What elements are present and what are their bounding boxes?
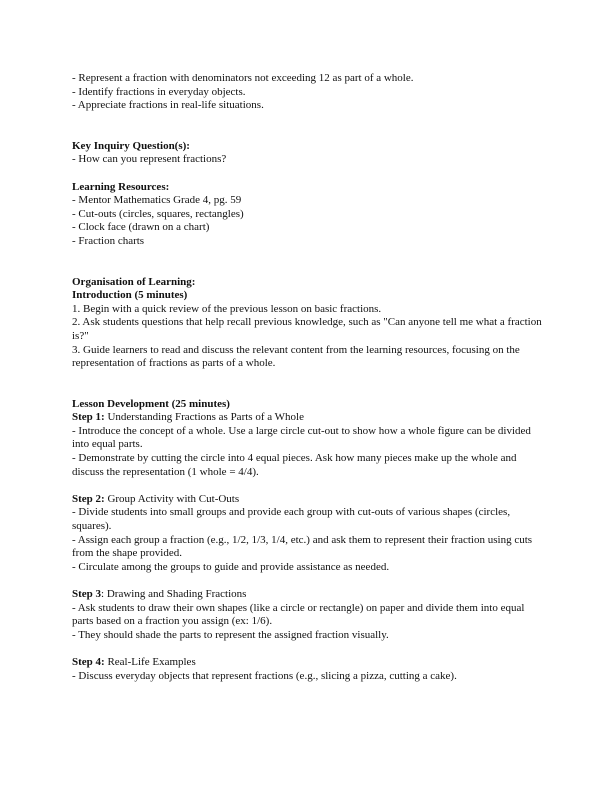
- resource-item: - Fraction charts: [72, 234, 145, 247]
- step-item: - Assign each group a fraction (e.g., 1/2, 1/3, 1/4, etc.) and ask them to represent their fraction using cuts from the shape provided.: [72, 533, 533, 560]
- intro-item: 2. Ask students questions that help recall previous knowledge, such as "Can anyone tell me what a fraction is?": [72, 316, 542, 342]
- objective-item: - Identify fractions in everyday objects.: [72, 85, 246, 98]
- organisation-section: [72, 276, 542, 371]
- step-item: - Discuss everyday objects that represent fractions (e.g., slicing a pizza, cutting a cake).: [72, 669, 457, 682]
- objectives-list: [72, 72, 542, 113]
- step-item: - Circulate among the groups to guide and provide assistance as needed.: [72, 560, 390, 573]
- step-item: - Demonstrate by cutting the circle into 4 equal pieces. Ask how many pieces make up the whole and discuss the representation (1 whole = 4/4).: [72, 452, 517, 478]
- step-1: [72, 411, 542, 479]
- key-inquiry-item: - How can you represent fractions?: [72, 153, 227, 166]
- key-inquiry-heading: Key Inquiry Question(s):: [72, 139, 190, 152]
- resource-item: - Cut-outs (circles, squares, rectangles): [72, 207, 244, 220]
- step-item: - Introduce the concept of a whole. Use a large circle cut-out to show how a whole figure can be divided into equal parts.: [72, 424, 531, 451]
- step-item: - Divide students into small groups and provide each group with cut-outs of various shapes (circles, squares).: [72, 506, 511, 533]
- resources-section: [72, 181, 542, 249]
- lesson-development-section: [72, 398, 542, 683]
- step-4: [72, 656, 542, 683]
- key-inquiry-section: [72, 140, 542, 167]
- objective-item: - Represent a fraction with denominators not exceeding 12 as part of a whole.: [72, 72, 414, 84]
- resource-item: - Mentor Mathematics Grade 4, pg. 59: [72, 194, 242, 207]
- objective-item: - Appreciate fractions in real-life situations.: [72, 99, 264, 112]
- step-label: Step 2:: [72, 492, 105, 505]
- step-title: Understanding Fractions as Parts of a Whole: [104, 411, 304, 424]
- document-page: [72, 72, 542, 683]
- lesson-development-heading: Lesson Development (25 minutes): [72, 397, 230, 410]
- step-label: Step 4:: [72, 655, 105, 668]
- step-3: [72, 588, 542, 642]
- step-2: [72, 493, 542, 575]
- step-item: - Ask students to draw their own shapes (like a circle or rectangle) on paper and divide them into equal parts based on a fraction you assign (ex: 1/6).: [72, 601, 525, 628]
- introduction-heading: Introduction (5 minutes): [72, 289, 188, 302]
- step-title: Group Activity with Cut-Outs: [104, 492, 240, 505]
- intro-item: 3. Guide learners to read and discuss the relevant content from the learning resources, focusing on the representation of fractions as parts of a whole.: [72, 343, 520, 370]
- step-label: Step 1:: [72, 411, 105, 424]
- organisation-heading: Organisation of Learning:: [72, 275, 196, 288]
- step-title: Real-Life Examples: [104, 655, 196, 668]
- intro-item: 1. Begin with a quick review of the previous lesson on basic fractions.: [72, 302, 382, 315]
- resources-heading: Learning Resources:: [72, 180, 170, 193]
- resource-item: - Clock face (drawn on a chart): [72, 221, 210, 234]
- step-title: : Drawing and Shading Fractions: [101, 588, 247, 600]
- step-label: Step 3: [72, 588, 102, 600]
- step-item: - They should shade the parts to represent the assigned fraction visually.: [72, 628, 389, 641]
